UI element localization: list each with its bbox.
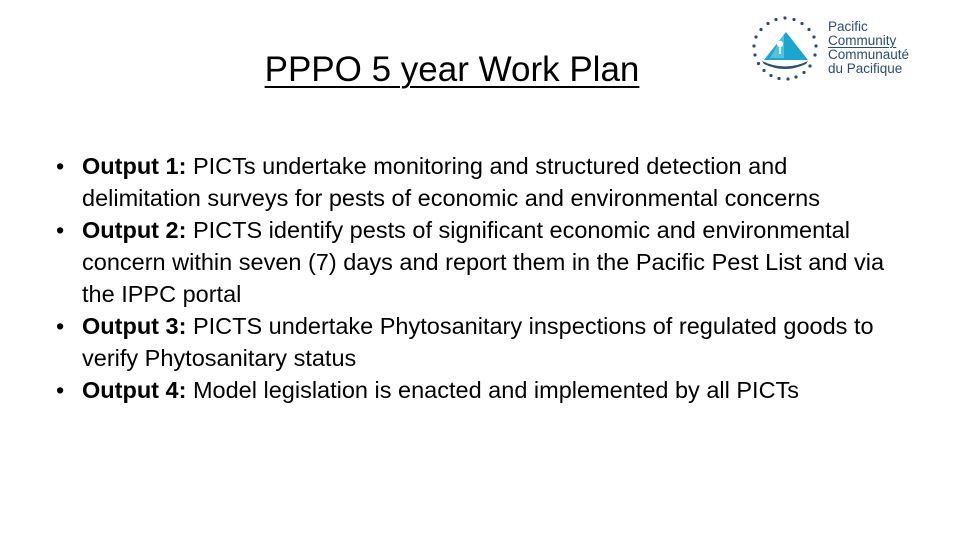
output-label: Output 3: [82,313,193,339]
output-text: Model legislation is enacted and implemented by all PICTs [192,377,800,403]
bullet-icon: • [56,153,65,179]
output-label: Output 2: [82,217,193,243]
list-item-output-4 [56,374,902,406]
output-label: Output 4: [82,377,193,403]
logo-text-community: Community [828,33,897,48]
output-text: PICTS undertake Phytosanitary inspections of regulated goods to verify Phytosanitary status [82,313,874,371]
logo-wordmark [828,20,909,76]
logo-text-pacific: Pacific [828,19,868,34]
output-text: PICTs undertake monitoring and structured detection and delimitation surveys for pests of economic and environmental concerns [82,153,821,211]
bullet-icon: • [56,377,65,403]
sailing-canoe-logo-icon [750,14,820,84]
bullet-icon: • [56,217,65,243]
output-text: PICTS identify pests of significant economic and environmental concern within seven (7) days and report them in the Pacific Pest List and via the IPPC portal [82,217,885,307]
slide-title: PPPO 5 year Work Plan [264,50,640,89]
pacific-community-logo [750,14,930,90]
outputs-list [56,150,902,406]
list-item-output-3 [56,310,902,374]
list-item-output-2 [56,214,902,310]
logo-text-du-pacifique: du Pacifique [828,61,903,76]
list-item-output-1 [56,150,902,214]
logo-text-communaute: Communauté [828,47,910,62]
bullet-icon: • [56,313,65,339]
output-label: Output 1: [82,153,193,179]
